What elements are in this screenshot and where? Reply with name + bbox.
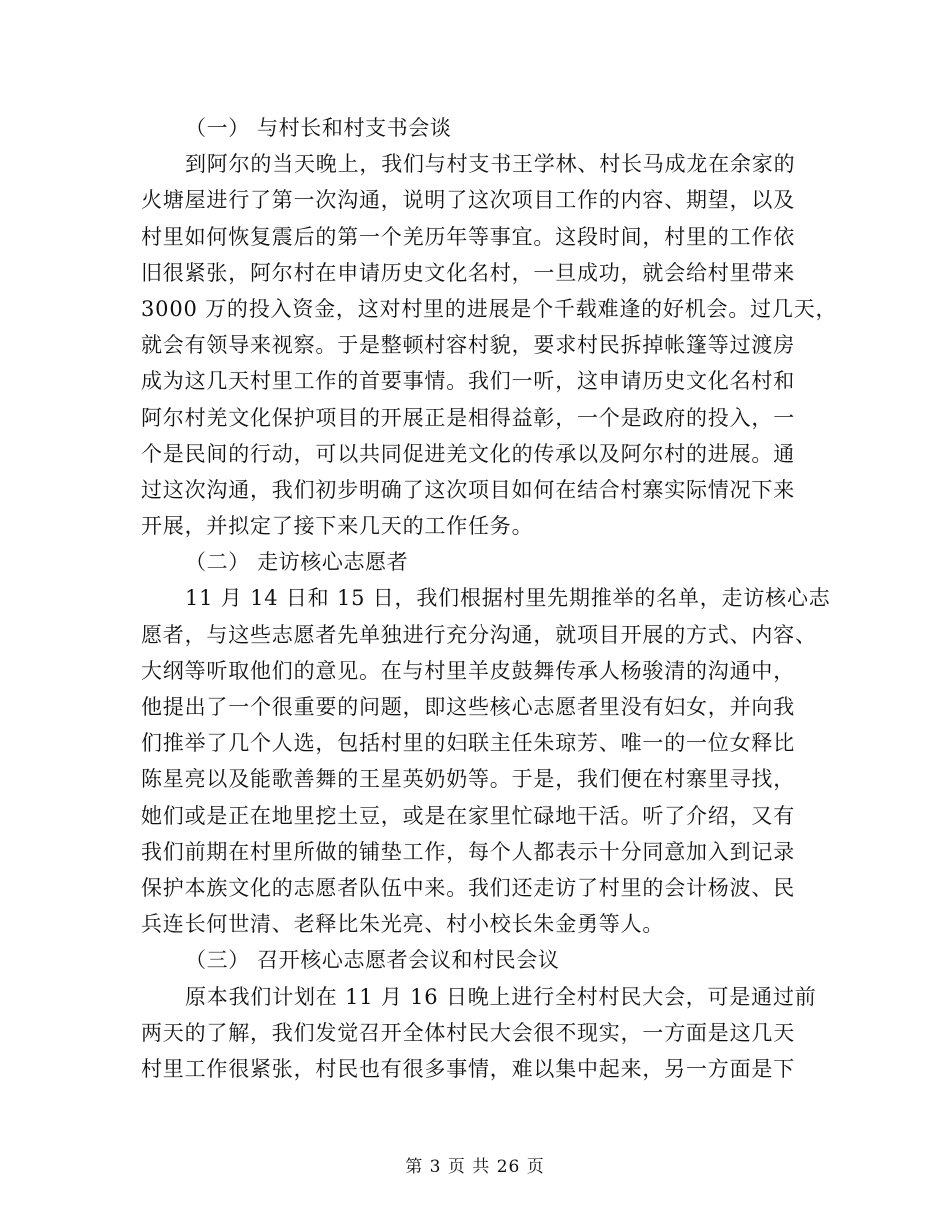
section-paragraph-3: [141, 979, 817, 1088]
section-paragraph-2: [141, 580, 831, 942]
text-line: 3000 万的投入资金，这对村里的进展是个千载难逢的好机会。过几天，: [141, 296, 838, 321]
text-line: 成为这几天村里工作的首要事情。我们一听，这申请历史文化名村和: [141, 369, 795, 394]
section-paragraph-1: [141, 146, 838, 544]
text-line: 到阿尔的当天晚上，我们与村支书王学林、村长马成龙在余家的: [185, 152, 796, 177]
text-line: 11 月 14 日和 15 日，我们根据村里先期推举的名单，走访核心志: [185, 586, 831, 611]
text-line: 陈星亮以及能歌善舞的王星英奶奶等。于是，我们便在村寨里寻找，: [141, 767, 795, 792]
text-line: 他提出了一个很重要的问题，即这些核心志愿者里没有妇女，并向我: [141, 695, 795, 719]
text-line: 过这次沟通，我们初步明确了这次项目如何在结合村寨实际情况下来: [141, 477, 795, 502]
text-line: 兵连长何世清、老释比朱光亮、村小校长朱金勇等人。: [141, 912, 665, 937]
text-line: 个是民间的行动，可以共同促进羌文化的传承以及阿尔村的进展。通: [141, 441, 795, 466]
text-line: 就会有领导来视察。于是整顿村容村貌，要求村民拆掉帐篷等过渡房: [141, 333, 795, 358]
text-line: 们推举了几个人选，包括村里的妇联主任朱琼芳、唯一的一位女释比: [141, 731, 795, 756]
text-line: 原本我们计划在 11 月 16 日晚上进行全村村民大会，可是通过前: [185, 984, 817, 1009]
text-line: 村里工作很紧张，村民也有很多事情，难以集中起来，另一方面是下: [141, 1056, 795, 1081]
text-line: 旧很紧张，阿尔村在申请历史文化名村，一旦成功，就会给村里带来: [141, 260, 795, 285]
section-heading-3: （三） 召开核心志愿者会议和村民会议: [185, 948, 560, 973]
text-line: 她们或是正在地里挖土豆，或是在家里忙碌地干活。听了介绍，又有: [141, 803, 795, 828]
text-line: 火塘屋进行了第一次沟通，说明了这次项目工作的内容、期望，以及: [141, 188, 795, 213]
text-line: 保护本族文化的志愿者队伍中来。我们还走访了村里的会计杨波、民: [141, 875, 795, 900]
text-line: 开展，并拟定了接下来几天的工作任务。: [141, 514, 534, 539]
text-line: 村里如何恢复震后的第一个羌历年等事宜。这段时间，村里的工作依: [141, 224, 795, 249]
text-line: 愿者，与这些志愿者先单独进行充分沟通，就项目开展的方式、内容、: [141, 622, 817, 647]
text-line: 我们前期在村里所做的铺垫工作，每个人都表示十分同意加入到记录: [141, 839, 795, 864]
text-line: 阿尔村羌文化保护项目的开展正是相得益彰，一个是政府的投入，一: [141, 405, 795, 430]
text-line: 两天的了解，我们发觉召开全体村民大会很不现实，一方面是这几天: [141, 1020, 795, 1045]
section-heading-2: （二） 走访核心志愿者: [185, 550, 409, 575]
document-body: [141, 110, 838, 1087]
text-line: 大纲等听取他们的意见。在与村里羊皮鼓舞传承人杨骏清的沟通中，: [141, 658, 795, 683]
page-footer: 第 3 页 共 26 页: [405, 1157, 545, 1177]
section-heading-1: （一） 与村长和村支书会谈: [185, 116, 452, 140]
